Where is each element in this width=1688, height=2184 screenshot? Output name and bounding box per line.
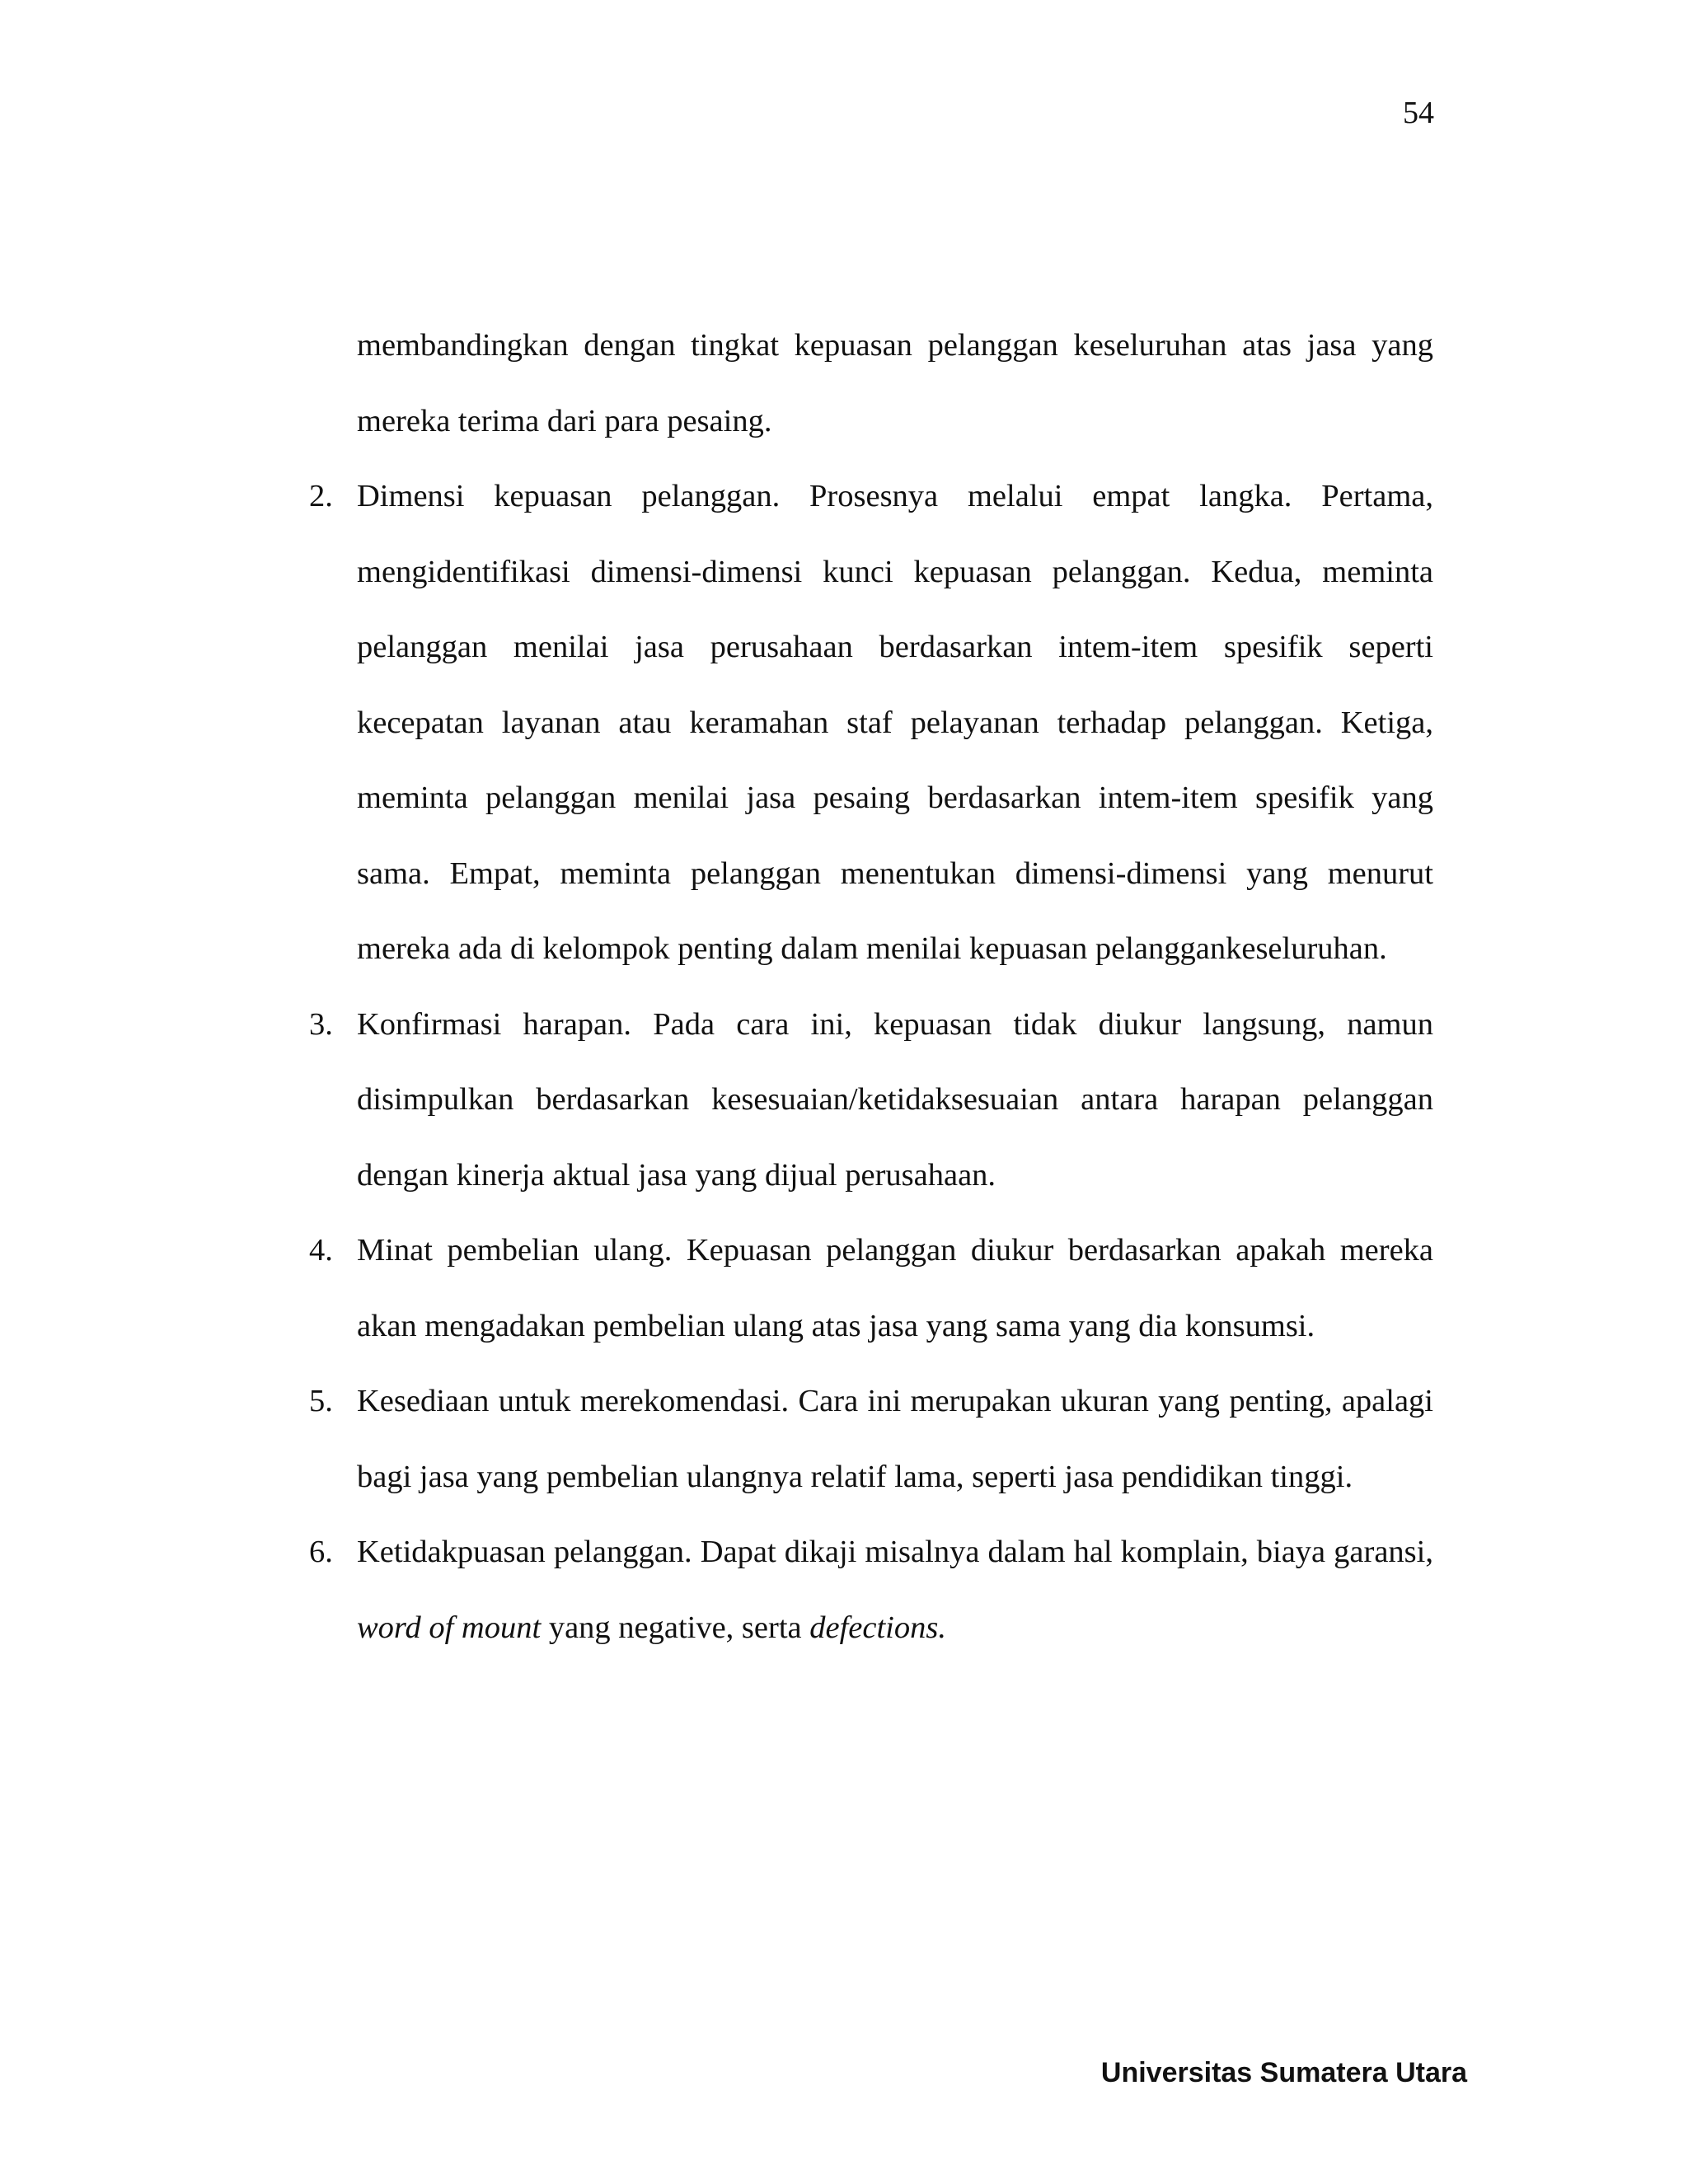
continuation-paragraph: membandingkan dengan tingkat kepuasan pelanggan keseluruhan atas jasa yang mereka terima dari para pesaing. (357, 328, 1433, 438)
list-number: 4. (309, 1233, 333, 1268)
footer-university: Universitas Sumatera Utara (1100, 2057, 1467, 2088)
list-item (309, 987, 1433, 1214)
list-number: 5. (309, 1384, 333, 1418)
list-item-text: Minat pembelian ulang. Kepuasan pelanggan diukur berdasarkan apakah mereka akan mengadakan pembelian ulang atas jasa yang sama yang dia konsumsi. (357, 1233, 1433, 1343)
list-number: 2. (309, 479, 333, 513)
list-number: 6. (309, 1535, 333, 1569)
list-item (309, 1515, 1433, 1666)
list-item (309, 459, 1433, 987)
list-item-text: Kesediaan untuk merekomendasi. Cara ini merupakan ukuran yang penting, apalagi bagi jasa yang pembelian ulangnya relatif lama, seperti jasa pendidikan tinggi. (357, 1384, 1433, 1494)
italic-term: defections. (809, 1610, 946, 1645)
italic-term: word of mount (357, 1610, 542, 1645)
list-item (309, 1213, 1433, 1364)
list-item (309, 1364, 1433, 1515)
list-item-text (357, 1535, 1433, 1645)
text-segment: yang negative, serta (541, 1610, 810, 1645)
document-body (309, 308, 1433, 1666)
list-number: 3. (309, 1006, 333, 1042)
list-item-text: Konfirmasi harapan. Pada cara ini, kepuasan tidak diukur langsung, namun disimpulkan berdasarkan kesesuaian/ketidaksesuaian antara harapan pelanggan dengan kinerja aktual jasa yang dijual perusahaan. (357, 1006, 1433, 1193)
list-item-text: Dimensi kepuasan pelanggan. Prosesnya melalui empat langka. Pertama, mengidentifikasi dimensi-dimensi kunci kepuasan pelanggan. Kedua, meminta pelanggan menilai jasa perusahaan berdasarkan intem-item spesifik seperti kecepatan layanan atau keramahan staf pelayanan terhadap pelanggan. Ketiga, meminta pelanggan menilai jasa pesaing berdasarkan intem-item spesifik yang sama. Empat, meminta pelanggan menentukan dimensi-dimensi yang menurut mereka ada di kelompok penting dalam menilai kepuasan pelanggankeseluruhan. (357, 479, 1433, 966)
text-segment: Ketidakpuasan pelanggan. Dapat dikaji misalnya dalam hal komplain, biaya garansi, (357, 1535, 1433, 1569)
page-number: 54 (1403, 96, 1434, 130)
